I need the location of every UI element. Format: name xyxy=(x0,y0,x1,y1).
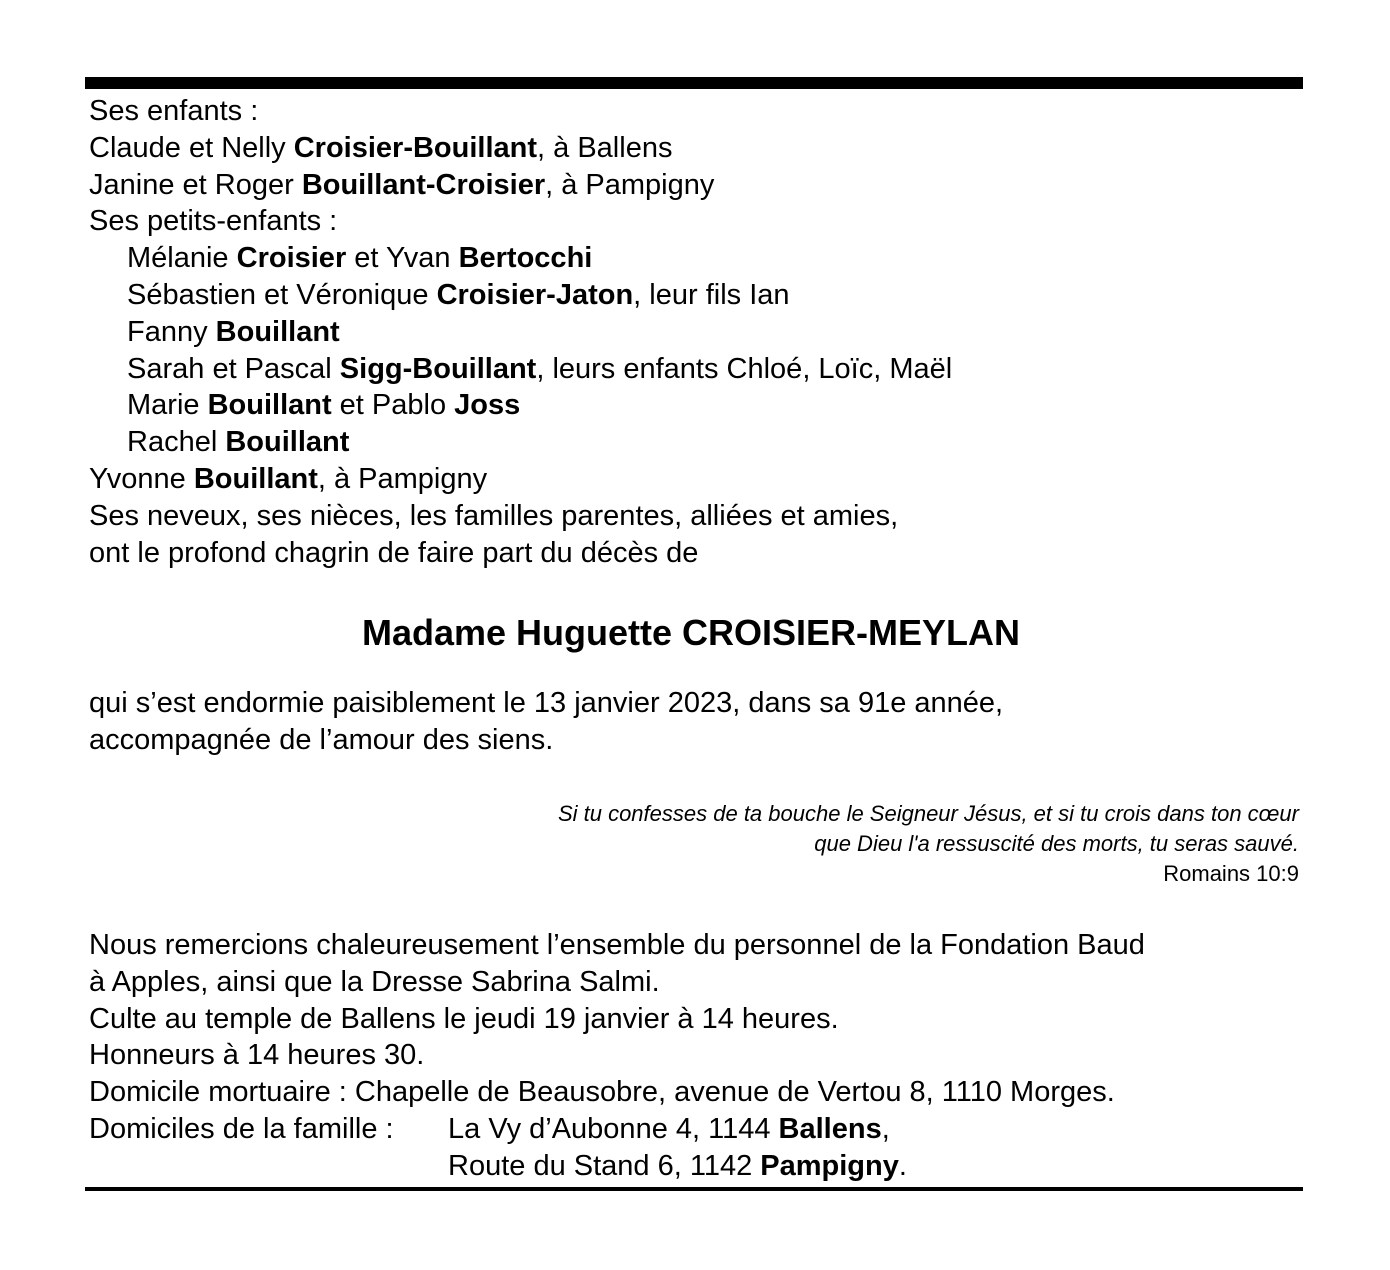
grandchild-line xyxy=(89,351,1303,388)
grandchild-surname: Bouillant xyxy=(215,315,340,348)
bottom-rule xyxy=(85,1187,1303,1191)
notice-body xyxy=(85,93,1303,1185)
grandchild-line xyxy=(89,314,1303,351)
grandchild-text: , leur fils Ian xyxy=(633,278,790,311)
address-list xyxy=(448,1111,907,1185)
thanks-line: à Apples, ainsi que la Dresse Sabrina Salmi. xyxy=(89,965,660,998)
child-place: , à Ballens xyxy=(537,131,673,164)
child-names: Claude et Nelly xyxy=(89,131,294,164)
child-surname: Bouillant-Croisier xyxy=(301,168,546,201)
verse-line: Si tu confesses de ta bouche le Seigneur Jésus, et si tu crois dans ton cœur xyxy=(557,800,1299,826)
verse-reference: Romains 10:9 xyxy=(1163,860,1299,886)
grandchild-text: Rachel xyxy=(127,426,226,459)
grandchild-line xyxy=(89,277,1303,314)
grandchild-line xyxy=(89,240,1303,277)
grandchildren-heading: Ses petits-enfants : xyxy=(89,205,338,238)
service-line: Culte au temple de Ballens le jeudi 19 janvier à 14 heures. xyxy=(89,1002,839,1035)
sister-surname: Bouillant xyxy=(193,462,318,495)
child-line xyxy=(89,167,1303,204)
verse-line: que Dieu l'a ressuscité des morts, tu seras sauvé. xyxy=(814,830,1299,856)
address-punct: . xyxy=(898,1149,907,1182)
grandchild-text: , leurs enfants Chloé, Loïc, Maël xyxy=(536,352,953,385)
death-line: accompagnée de l’amour des siens. xyxy=(89,724,554,757)
announcement-line: ont le profond chagrin de faire part du décès de xyxy=(89,536,699,569)
thanks-line: Nous remercions chaleureusement l’ensemble du personnel de la Fondation Baud xyxy=(89,928,1145,961)
address-line xyxy=(448,1111,907,1148)
child-line xyxy=(89,130,1303,167)
address-town: Ballens xyxy=(778,1112,882,1145)
death-line: qui s’est endormie paisiblement le 13 janvier 2023, dans sa 91e année, xyxy=(89,687,1004,720)
grandchild-surname: Bouillant xyxy=(207,389,332,422)
address-town: Pampigny xyxy=(760,1149,899,1182)
sister-place: , à Pampigny xyxy=(317,462,488,495)
funeral-home-line: Domicile mortuaire : Chapelle de Beausobre, avenue de Vertou 8, 1110 Morges. xyxy=(89,1076,1115,1109)
address-punct: , xyxy=(881,1112,890,1145)
grandchild-surname: Bertocchi xyxy=(458,242,593,275)
grandchild-line xyxy=(89,387,1303,424)
family-addresses xyxy=(89,1111,1303,1185)
child-place: , à Pampigny xyxy=(545,168,715,201)
sister-line xyxy=(89,461,1303,498)
grandchild-surname: Sigg-Bouillant xyxy=(339,352,537,385)
grandchild-text: Sarah et Pascal xyxy=(127,352,340,385)
death-notice xyxy=(85,77,1303,1191)
sister-name: Yvonne xyxy=(89,462,194,495)
child-surname: Croisier-Bouillant xyxy=(293,131,538,164)
grandchild-surname: Bouillant xyxy=(225,426,350,459)
grandchild-text: et Pablo xyxy=(331,389,455,422)
child-names: Janine et Roger xyxy=(89,168,302,201)
deceased-name: Madame Huguette CROISIER-MEYLAN xyxy=(361,612,1021,654)
relatives-line: Ses neveux, ses nièces, les familles parentes, alliées et amies, xyxy=(89,499,899,532)
grandchild-text: et Yvan xyxy=(346,242,459,275)
grandchild-surname: Joss xyxy=(454,389,521,422)
address-text: La Vy d’Aubonne 4, 1144 xyxy=(448,1112,779,1145)
family-addresses-label: Domiciles de la famille : xyxy=(89,1112,394,1145)
grandchild-surname: Croisier xyxy=(236,242,347,275)
bible-verse xyxy=(89,799,1303,889)
children-heading: Ses enfants : xyxy=(89,95,259,127)
address-text: Route du Stand 6, 1142 xyxy=(448,1149,761,1182)
grandchild-text: Marie xyxy=(127,389,208,422)
grandchild-text: Mélanie xyxy=(127,242,237,275)
grandchild-surname: Croisier-Jaton xyxy=(436,278,634,311)
grandchild-line xyxy=(89,424,1303,461)
grandchild-text: Fanny xyxy=(127,315,216,348)
grandchild-text: Sébastien et Véronique xyxy=(127,278,437,311)
top-rule xyxy=(85,77,1303,89)
address-line xyxy=(448,1148,907,1185)
honours-line: Honneurs à 14 heures 30. xyxy=(89,1039,425,1072)
